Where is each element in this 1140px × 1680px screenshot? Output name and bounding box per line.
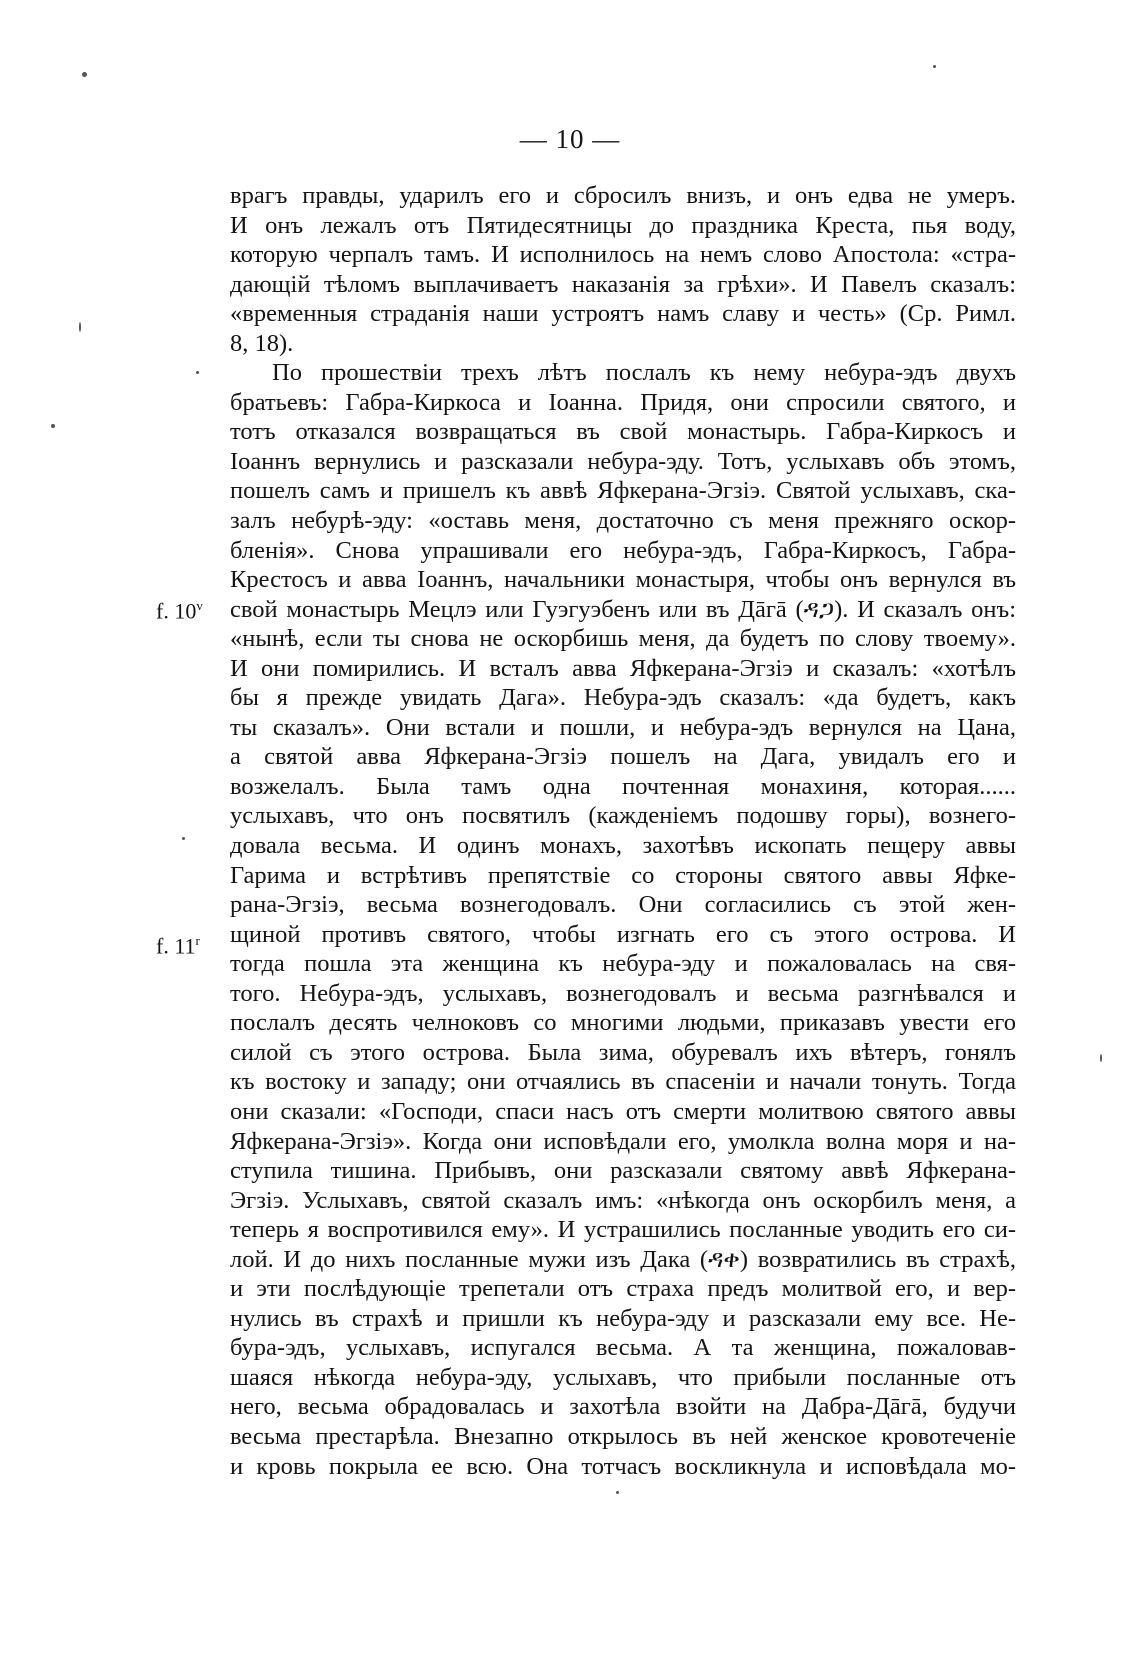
text-line: того. Небура-эдъ, услыхавъ, вознегодовалъ и весьма разгнѣвался и [230, 979, 1016, 1007]
text-line: возжелалъ. Была тамъ одна почтенная монахиня, которая...... [230, 772, 1016, 800]
text-line: къ востоку и западу; они отчаялись въ спасеніи и начали тонуть. Тогда [230, 1068, 1016, 1096]
text-line: него, весьма обрадовалась и захотѣла взойти на Дабра-Дāгā, будучи [230, 1393, 1016, 1421]
text-line: щиной противъ святого, чтобы изгнать его съ этого острова. И [230, 920, 1016, 948]
text-line: силой съ этого острова. Была зима, обуревалъ ихъ вѣтеръ, гонялъ [230, 1038, 1016, 1066]
text-line: послалъ десять челноковъ со многими людьми, приказавъ увести его [230, 1009, 1016, 1037]
paper-speck [933, 65, 936, 68]
text-line: они сказали: «Господи, спаси насъ отъ смерти молитвою святого аввы [230, 1097, 1016, 1125]
text-line: рана-Эгзіэ, весьма вознегодовалъ. Они согласились съ этой жен- [230, 891, 1016, 919]
text-line: а святой авва Яфкерана-Эгзіэ пошелъ на Дага, увидалъ его и [230, 743, 1016, 771]
text-line: Крестосъ и авва Іоаннъ, начальники монастыря, чтобы онъ вернулся въ [230, 566, 1016, 594]
text-line: лой. И до нихъ посланные мужи изъ Дака (ዳቀ) возвратились въ страхѣ, [230, 1245, 1016, 1273]
text-line: бура-эдъ, услыхавъ, испугался весьма. А та женщина, пожаловав- [230, 1334, 1016, 1362]
paper-speck [82, 72, 87, 77]
text-line: весьма престарѣла. Внезапно открылось въ ней женское кровотеченіе [230, 1422, 1016, 1450]
text-line: бы я прежде увидать Дага». Небура-эдъ сказалъ: «да будетъ, какъ [230, 684, 1016, 712]
text-line: «нынѣ, если ты снова не оскорбишь меня, да будетъ по слову твоему». [230, 625, 1016, 653]
folio-side: r [195, 933, 200, 948]
text-line: и эти послѣдующіе трепетали отъ страха предъ молитвой его, и вер- [230, 1275, 1016, 1303]
paper-speck [616, 1491, 619, 1494]
text-line: залъ небурѣ-эду: «оставь меня, достаточно съ меня прежняго оскор- [230, 507, 1016, 535]
text-line: свой монастырь Мецлэ или Гуэгуэбенъ или въ Дāгā (ዳጋ). И сказалъ онъ: [230, 595, 1016, 623]
text-line: Іоаннъ вернулись и разсказали небура-эду. Тотъ, услыхавъ объ этомъ, [230, 447, 1016, 475]
text-line: По прошествіи трехъ лѣтъ послалъ къ нему небура-эдъ двухъ [272, 359, 1016, 387]
text-line: шаяся нѣкогда небура-эду, услыхавъ, что прибыли посланные отъ [230, 1363, 1016, 1391]
text-line: которую черпалъ тамъ. И исполнилось на немъ слово Апостола: «стра- [230, 241, 1016, 269]
folio-note-11r [156, 927, 200, 960]
text-line: врагъ правды, ударилъ его и сбросилъ внизъ, и онъ едва не умеръ. [230, 182, 1016, 209]
folio-label: f. 10 [156, 598, 197, 624]
text-line: тогда пошла эта женщина къ небура-эду и пожаловалась на свя- [230, 950, 1016, 978]
text-line: Яфкерана-Эгзіэ». Когда они исповѣдали его, умолкла волна моря и на- [230, 1127, 1016, 1155]
folio-side: v [196, 598, 203, 613]
text-line: нулись въ страхѣ и пришли къ небура-эду и разсказали ему все. Не- [230, 1304, 1016, 1332]
text-line: Эгзіэ. Услыхавъ, святой сказалъ имъ: «нѣкогда онъ оскорбилъ меня, а [230, 1186, 1016, 1214]
page-number: — 10 — [519, 124, 621, 154]
folio-note-10v [156, 592, 203, 625]
text-line: И они помирились. И всталъ авва Яфкерана-Эгзіэ и сказалъ: «хотѣлъ [230, 654, 1016, 682]
text-line: братьевъ: Габра-Киркоса и Іоанна. Придя, они спросили святого, и [230, 388, 1016, 416]
paper-speck [79, 322, 81, 332]
text-line: пошелъ самъ и пришелъ къ аввѣ Яфкерана-Эгзіэ. Святой услыхавъ, ска- [230, 477, 1016, 505]
paper-speck [196, 371, 199, 374]
text-line: бленія». Снова упрашивали его небура-эдъ, Габра-Киркосъ, Габра- [230, 536, 1016, 564]
body-text [230, 181, 1016, 1481]
folio-label: f. 11 [156, 933, 196, 959]
text-line: теперь я воспротивился ему». И устрашились посланные уводить его си- [230, 1216, 1016, 1244]
text-line: и кровь покрыла ее всю. Она тотчасъ воскликнула и исповѣдала мо- [230, 1452, 1016, 1480]
text-line: ты сказалъ». Они встали и пошли, и небура-эдъ вернулся на Цана, [230, 713, 1016, 741]
text-line: Гарима и встрѣтивъ препятствіе со стороны святого аввы Яфке- [230, 861, 1016, 889]
text-line: И онъ лежалъ отъ Пятидесятницы до праздника Креста, пья воду, [230, 211, 1016, 239]
paper-speck [182, 837, 185, 840]
text-line: тотъ отказался возвращаться въ свой монастырь. Габра-Киркосъ и [230, 418, 1016, 446]
paper-speck [1100, 1054, 1102, 1062]
text-line: 8, 18). [230, 329, 294, 357]
text-line: довала весьма. И одинъ монахъ, захотѣвъ ископать пещеру аввы [230, 832, 1016, 860]
text-line: дающій тѣломъ выплачиваетъ наказанія за грѣхи». И Павелъ сказалъ: [230, 270, 1016, 298]
text-line: «временныя страданія наши устроятъ намъ славу и честь» (Ср. Римл. [230, 300, 1016, 328]
paper-speck [51, 424, 55, 428]
text-line: ступила тишина. Прибывъ, они разсказали святому аввѣ Яфкерана- [230, 1157, 1016, 1185]
text-line: услыхавъ, что онъ посвятилъ (кажденіемъ подошву горы), вознего- [230, 802, 1016, 830]
